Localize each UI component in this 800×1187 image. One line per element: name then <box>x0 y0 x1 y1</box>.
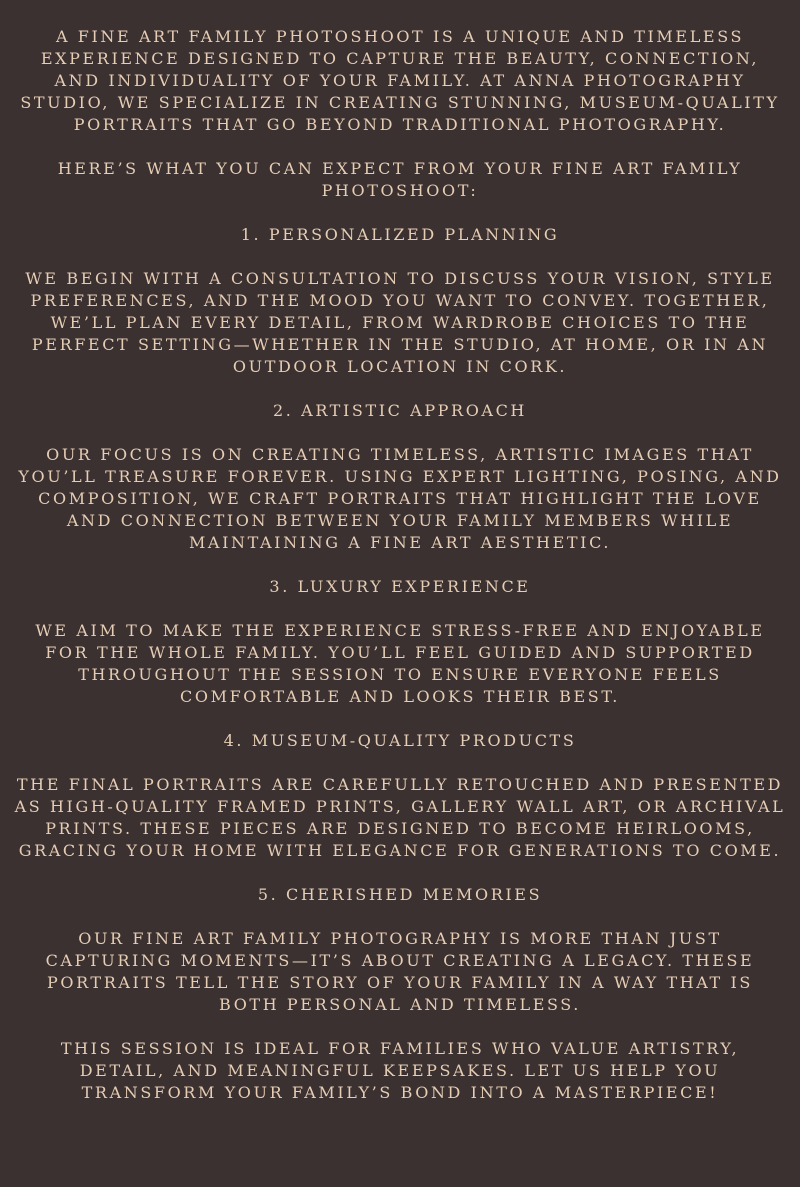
closing-paragraph: THIS SESSION IS IDEAL FOR FAMILIES WHO VALUE ARTISTRY, DETAIL, AND MEANINGFUL KEEPSAKES. LET US HELP YOU TRANSFORM YOUR FAMILY’S BOND INTO A MASTERPIECE! <box>60 1039 740 1102</box>
section-heading-planning: 1. PERSONALIZED PLANNING <box>240 225 560 244</box>
section-body-products: THE FINAL PORTRAITS ARE CAREFULLY RETOUCHED AND PRESENTED AS HIGH-QUALITY FRAMED PRINTS, GALLERY WALL ART, OR ARCHIVAL PRINTS. THESE PIECES ARE DESIGNED TO BECOME HEIRLOOMS, GRACING YOUR HOME WITH ELEGANCE FOR GENERATIONS TO COME. <box>14 775 786 860</box>
section-heading-artistic: 2. ARTISTIC APPROACH <box>273 401 527 420</box>
section-heading-products: 4. MUSEUM-QUALITY PRODUCTS <box>223 731 577 750</box>
intro-paragraph: A FINE ART FAMILY PHOTOSHOOT IS A UNIQUE AND TIMELESS EXPERIENCE DESIGNED TO CAPTURE THE BEAUTY, CONNECTION, AND INDIVIDUALITY OF YOUR FAMILY. AT ANNA PHOTOGRAPHY STUDIO, WE SPECIALIZE IN CREATING STUNNING, MUSEUM-QUALITY PORTRAITS THAT GO BEYOND TRADITIONAL PHOTOGRAPHY. <box>20 27 780 134</box>
section-heading-luxury: 3. LUXURY EXPERIENCE <box>269 577 531 596</box>
section-body-planning: WE BEGIN WITH A CONSULTATION TO DISCUSS YOUR VISION, STYLE PREFERENCES, AND THE MOOD YOU WANT TO CONVEY. TOGETHER, WE’LL PLAN EVERY DETAIL, FROM WARDROBE CHOICES TO THE PERFECT SETTING—WHETHER IN THE STUDIO, AT HOME, OR IN AN OUTDOOR LOCATION IN CORK. <box>25 269 775 376</box>
section-body-luxury: WE AIM TO MAKE THE EXPERIENCE STRESS-FREE AND ENJOYABLE FOR THE WHOLE FAMILY. YOU’LL FEEL GUIDED AND SUPPORTED THROUGHOUT THE SESSION TO ENSURE EVERYONE FEELS COMFORTABLE AND LOOKS THEIR BEST. <box>35 621 765 706</box>
section-heading-memories: 5. CHERISHED MEMORIES <box>257 885 543 904</box>
section-body-artistic: OUR FOCUS IS ON CREATING TIMELESS, ARTISTIC IMAGES THAT YOU’LL TREASURE FOREVER. USING EXPERT LIGHTING, POSING, AND COMPOSITION, WE CRAFT PORTRAITS THAT HIGHLIGHT THE LOVE AND CONNECTION BETWEEN YOUR FAMILY MEMBERS WHILE MAINTAINING A FINE ART AESTHETIC. <box>18 445 782 552</box>
expect-paragraph: HERE’S WHAT YOU CAN EXPECT FROM YOUR FINE ART FAMILY PHOTOSHOOT: <box>57 159 743 200</box>
section-body-memories: OUR FINE ART FAMILY PHOTOGRAPHY IS MORE THAN JUST CAPTURING MOMENTS—IT’S ABOUT CREATING A LEGACY. THESE PORTRAITS TELL THE STORY OF YOUR FAMILY IN A WAY THAT IS BOTH PERSONAL AND TIMELESS. <box>45 929 755 1014</box>
